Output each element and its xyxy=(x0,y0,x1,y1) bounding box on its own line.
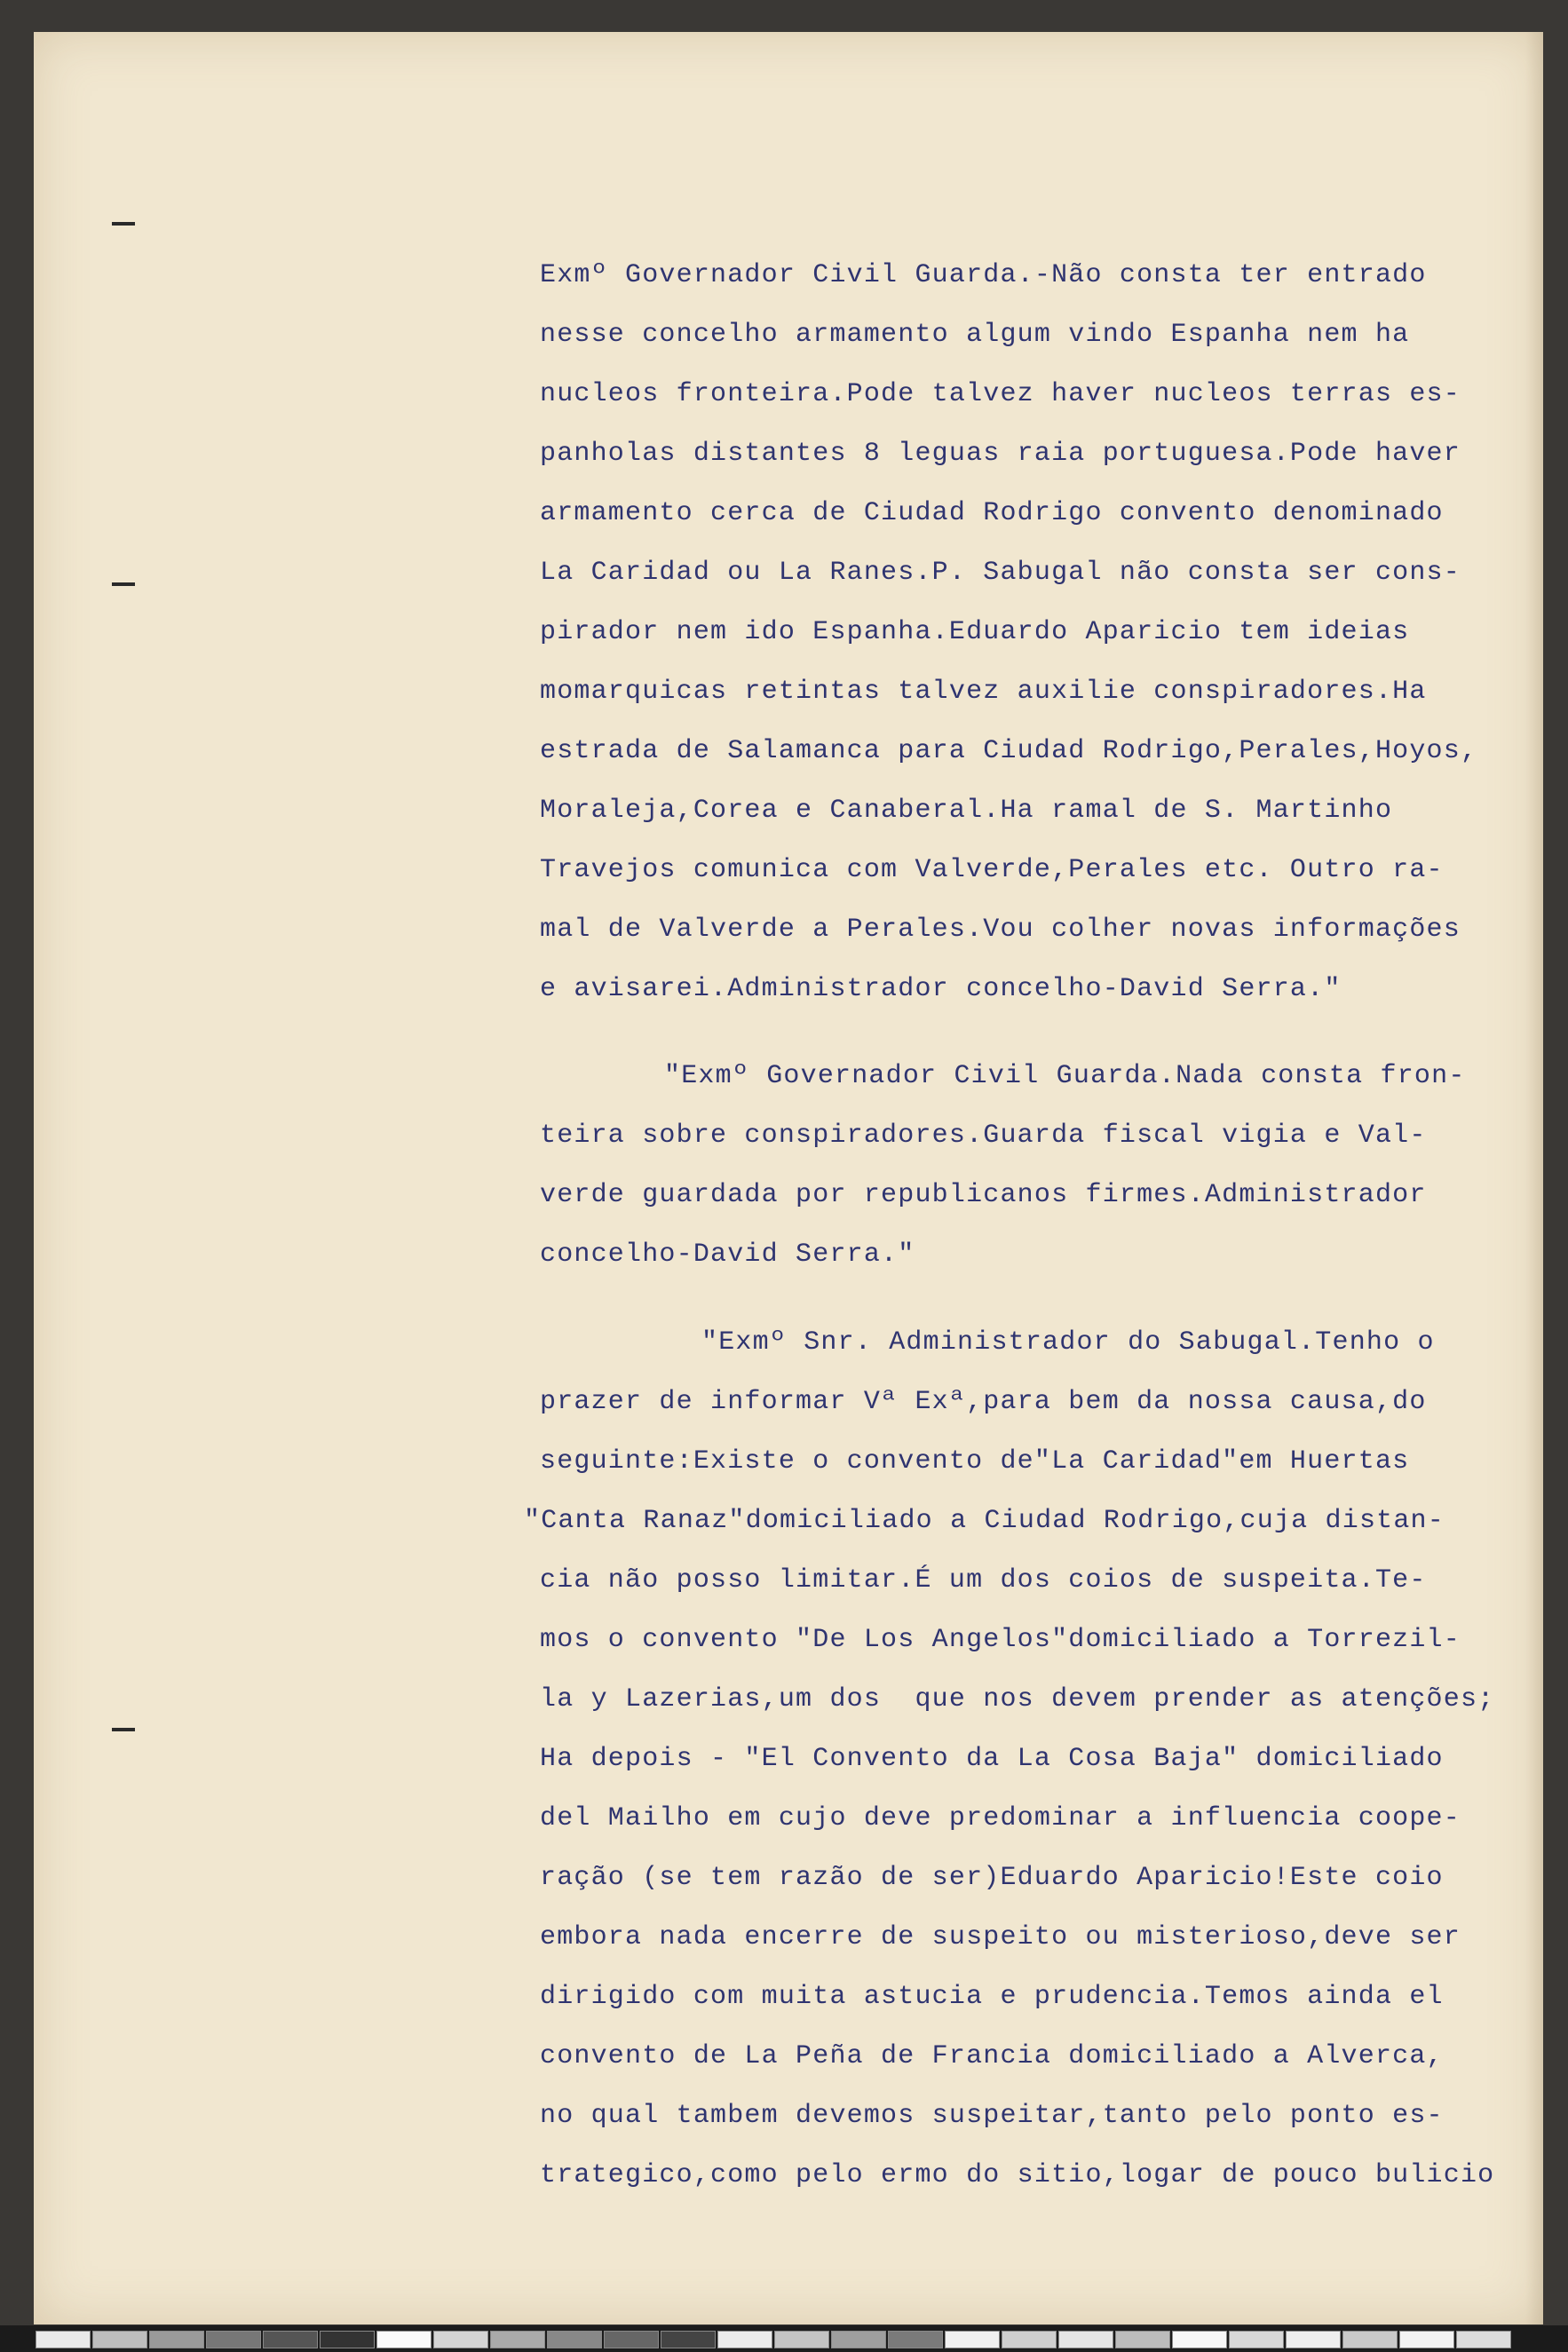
text-line: La Caridad ou La Ranes.P. Sabugal não consta ser cons- xyxy=(540,558,1461,588)
ruler-segment xyxy=(945,2331,1000,2348)
ruler-segment xyxy=(263,2331,318,2348)
ruler-segment xyxy=(36,2331,91,2348)
text-line: Ha depois - "El Convento da La Cosa Baja" domiciliado xyxy=(540,1744,1444,1774)
text-line: trategico,como pelo ermo do sitio,logar de pouco bulicio xyxy=(540,2160,1495,2190)
text-line: "Exmº Governador Civil Guarda.Nada consta fron- xyxy=(664,1061,1466,1091)
text-line: estrada de Salamanca para Ciudad Rodrigo,Perales,Hoyos, xyxy=(540,736,1478,766)
text-line: no qual tambem devemos suspeitar,tanto pelo ponto es- xyxy=(540,2101,1444,2131)
text-line: pirador nem ido Espanha.Eduardo Aparicio tem ideias xyxy=(540,617,1410,647)
text-line: del Mailho em cujo deve predominar a influencia coope- xyxy=(540,1803,1461,1833)
text-line: convento de La Peña de Francia domiciliado a Alverca, xyxy=(540,2041,1444,2071)
ruler-segment xyxy=(547,2331,602,2348)
ruler-segment xyxy=(433,2331,488,2348)
ruler-segment xyxy=(888,2331,943,2348)
ruler-segment xyxy=(774,2331,829,2348)
ruler-segment xyxy=(1115,2331,1170,2348)
ruler-segment xyxy=(320,2331,375,2348)
ruler-segment xyxy=(376,2331,432,2348)
ruler-segment xyxy=(206,2331,261,2348)
ruler-segment xyxy=(1286,2331,1341,2348)
text-line: panholas distantes 8 leguas raia portuguesa.Pode haver xyxy=(540,439,1461,469)
ruler-segment xyxy=(149,2331,204,2348)
text-line: concelho-David Serra." xyxy=(540,1239,915,1270)
text-line: "Exmº Snr. Administrador do Sabugal.Tenho o xyxy=(701,1327,1435,1358)
ruler-segment xyxy=(717,2331,772,2348)
text-line: teira sobre conspiradores.Guarda fiscal vigia e Val- xyxy=(540,1121,1427,1151)
text-line: Moraleja,Corea e Canaberal.Ha ramal de S. Martinho xyxy=(540,796,1393,826)
ruler-segment xyxy=(92,2331,147,2348)
text-line: armamento cerca de Ciudad Rodrigo convento denominado xyxy=(540,498,1444,528)
text-line: mal de Valverde a Perales.Vou colher novas informações xyxy=(540,915,1461,945)
ruler-segment xyxy=(661,2331,716,2348)
typed-letter-body xyxy=(34,32,1543,2324)
ruler-segment xyxy=(1342,2331,1398,2348)
text-line: dirigido com muita astucia e prudencia.Temos ainda el xyxy=(540,1982,1444,2012)
ruler-segment xyxy=(1456,2331,1511,2348)
ruler-segment xyxy=(490,2331,545,2348)
text-line: momarquicas retintas talvez auxilie conspiradores.Ha xyxy=(540,677,1427,707)
text-line: nucleos fronteira.Pode talvez haver nucleos terras es- xyxy=(540,379,1461,409)
document-page xyxy=(34,32,1543,2324)
text-line: la y Lazerias,um dos que nos devem prender as atenções; xyxy=(540,1684,1495,1715)
scan-color-ruler xyxy=(0,2325,1568,2352)
text-line: Travejos comunica com Valverde,Perales etc. Outro ra- xyxy=(540,855,1444,885)
ruler-segment xyxy=(1399,2331,1454,2348)
text-line: embora nada encerre de suspeito ou misterioso,deve ser xyxy=(540,1922,1461,1952)
ruler-segment xyxy=(831,2331,886,2348)
text-line: seguinte:Existe o convento de"La Caridad"em Huertas xyxy=(540,1446,1410,1477)
ruler-segment xyxy=(1058,2331,1113,2348)
ruler-segment xyxy=(1002,2331,1057,2348)
text-line: nesse concelho armamento algum vindo Espanha nem ha xyxy=(540,320,1410,350)
text-line: "Canta Ranaz"domiciliado a Ciudad Rodrigo,cuja distan- xyxy=(524,1506,1445,1536)
text-line: e avisarei.Administrador concelho-David Serra." xyxy=(540,974,1342,1004)
text-line: Exmº Governador Civil Guarda.-Não consta ter entrado xyxy=(540,260,1427,290)
text-line: prazer de informar Vª Exª,para bem da nossa causa,do xyxy=(540,1387,1427,1417)
ruler-segment xyxy=(604,2331,659,2348)
text-line: verde guardada por republicanos firmes.Administrador xyxy=(540,1180,1427,1210)
ruler-segment xyxy=(1229,2331,1284,2348)
text-line: mos o convento "De Los Angelos"domiciliado a Torrezil- xyxy=(540,1625,1461,1655)
ruler-segment xyxy=(1172,2331,1227,2348)
text-line: cia não posso limitar.É um dos coios de suspeita.Te- xyxy=(540,1565,1427,1596)
text-line: ração (se tem razão de ser)Eduardo Aparicio!Este coio xyxy=(540,1863,1444,1893)
